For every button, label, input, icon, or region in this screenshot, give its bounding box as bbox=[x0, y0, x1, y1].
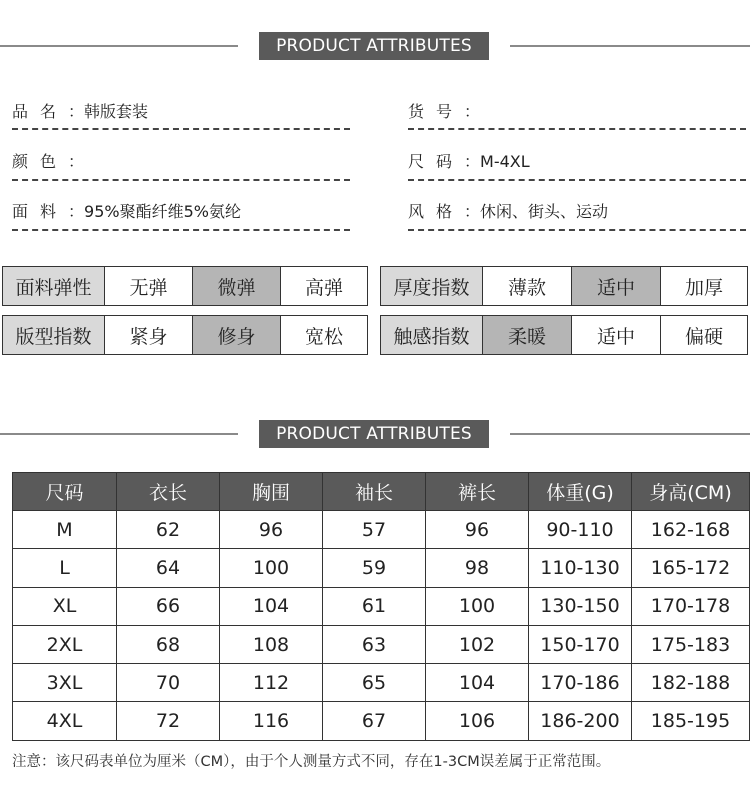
table-cell: 112 bbox=[220, 664, 323, 702]
dashed-divider bbox=[408, 179, 746, 181]
table-cell: 104 bbox=[426, 664, 529, 702]
table-cell: 62 bbox=[117, 511, 220, 549]
dashed-divider bbox=[12, 179, 350, 181]
table-cell: 110-130 bbox=[529, 549, 632, 587]
table-cell: 182-188 bbox=[632, 664, 750, 702]
table-cell: 165-172 bbox=[632, 549, 750, 587]
index-option: 加厚 bbox=[684, 276, 723, 299]
table-cell: 70 bbox=[117, 664, 220, 702]
attr-size bbox=[408, 149, 530, 172]
table-header-cell: 尺码 bbox=[13, 473, 117, 511]
attr-color bbox=[12, 149, 84, 172]
attr-value: ： bbox=[464, 102, 481, 121]
table-cell: 175-183 bbox=[632, 625, 750, 663]
table-cell: 106 bbox=[426, 702, 529, 740]
index-label: 厚度指数 bbox=[381, 267, 483, 305]
table-cell: 64 bbox=[117, 549, 220, 587]
table-row bbox=[13, 511, 750, 549]
table-header-cell: 袖长 bbox=[323, 473, 426, 511]
table-cell: 170-178 bbox=[632, 587, 750, 625]
size-note: 注意：该尺码表单位为厘米（CM），由于个人测量方式不同，存在1-3CM误差属于正常范围。 bbox=[12, 754, 611, 770]
divider-line bbox=[0, 45, 238, 47]
attr-value: ：休闲、街头、运动 bbox=[464, 202, 609, 221]
table-cell: 96 bbox=[426, 511, 529, 549]
table-cell: 185-195 bbox=[632, 702, 750, 740]
table-cell: XL bbox=[13, 587, 117, 625]
table-cell: 102 bbox=[426, 625, 529, 663]
table-cell: 186-200 bbox=[529, 702, 632, 740]
attr-value: ：韩版套装 bbox=[68, 102, 149, 121]
table-cell: 63 bbox=[323, 625, 426, 663]
section-title: PRODUCT ATTRIBUTES bbox=[259, 420, 489, 448]
table-cell: 116 bbox=[220, 702, 323, 740]
table-cell: 59 bbox=[323, 549, 426, 587]
section-header-size-chart bbox=[0, 420, 750, 448]
attr-value: ： bbox=[68, 152, 85, 171]
dashed-divider bbox=[12, 128, 350, 130]
attr-value: ：95%聚酯纤维5%氨纶 bbox=[68, 202, 241, 221]
table-cell: 2XL bbox=[13, 625, 117, 663]
table-header-cell: 体重(G) bbox=[529, 473, 632, 511]
index-option: 偏硬 bbox=[684, 325, 723, 348]
index-option: 适中 bbox=[572, 316, 661, 354]
dashed-divider bbox=[408, 128, 746, 130]
attr-key: 尺码 bbox=[408, 152, 465, 171]
index-fit bbox=[2, 315, 368, 355]
attr-key: 货号 bbox=[408, 102, 465, 121]
attr-fabric bbox=[12, 199, 241, 222]
index-option: 无弹 bbox=[105, 267, 193, 305]
index-option: 修身 bbox=[193, 316, 281, 354]
divider-line bbox=[0, 433, 238, 435]
table-cell: 72 bbox=[117, 702, 220, 740]
table-cell: 108 bbox=[220, 625, 323, 663]
table-cell: 100 bbox=[220, 549, 323, 587]
table-cell: 66 bbox=[117, 587, 220, 625]
index-elasticity bbox=[2, 266, 368, 306]
table-cell: 104 bbox=[220, 587, 323, 625]
table-cell: 67 bbox=[323, 702, 426, 740]
attr-product-name bbox=[12, 99, 148, 122]
table-cell: 130-150 bbox=[529, 587, 632, 625]
table-cell: 57 bbox=[323, 511, 426, 549]
index-label: 触感指数 bbox=[381, 316, 483, 354]
table-row bbox=[13, 625, 750, 663]
attr-key: 面料 bbox=[12, 202, 69, 221]
table-cell: 100 bbox=[426, 587, 529, 625]
table-cell: 170-186 bbox=[529, 664, 632, 702]
attr-key: 品名 bbox=[12, 102, 69, 121]
size-table bbox=[12, 472, 750, 741]
index-option: 微弹 bbox=[193, 267, 281, 305]
dashed-divider bbox=[408, 229, 746, 231]
section-header-attributes bbox=[0, 32, 750, 60]
section-title: PRODUCT ATTRIBUTES bbox=[259, 32, 489, 60]
table-header-cell: 衣长 bbox=[117, 473, 220, 511]
table-cell: M bbox=[13, 511, 117, 549]
index-thickness bbox=[380, 266, 748, 306]
table-cell: 4XL bbox=[13, 702, 117, 740]
index-option: 高弹 bbox=[304, 276, 343, 299]
attr-style bbox=[408, 199, 608, 222]
divider-line bbox=[510, 45, 750, 47]
attr-key: 风格 bbox=[408, 202, 465, 221]
index-option: 紧身 bbox=[105, 316, 193, 354]
table-cell: 98 bbox=[426, 549, 529, 587]
table-cell: L bbox=[13, 549, 117, 587]
table-cell: 162-168 bbox=[632, 511, 750, 549]
index-option: 薄款 bbox=[483, 267, 572, 305]
table-header-cell: 身高(CM) bbox=[632, 473, 750, 511]
index-option: 适中 bbox=[572, 267, 661, 305]
table-row bbox=[13, 664, 750, 702]
table-header-row bbox=[13, 473, 750, 511]
table-header-cell: 胸围 bbox=[220, 473, 323, 511]
table-header-cell: 裤长 bbox=[426, 473, 529, 511]
table-row bbox=[13, 702, 750, 740]
table-cell: 90-110 bbox=[529, 511, 632, 549]
index-option: 宽松 bbox=[304, 325, 343, 348]
index-touch bbox=[380, 315, 748, 355]
table-row bbox=[13, 587, 750, 625]
divider-line bbox=[510, 433, 750, 435]
table-cell: 65 bbox=[323, 664, 426, 702]
dashed-divider bbox=[12, 229, 350, 231]
attr-value: ：M-4XL bbox=[464, 152, 530, 171]
index-option: 柔暖 bbox=[483, 316, 572, 354]
table-cell: 150-170 bbox=[529, 625, 632, 663]
table-cell: 3XL bbox=[13, 664, 117, 702]
table-cell: 68 bbox=[117, 625, 220, 663]
table-cell: 61 bbox=[323, 587, 426, 625]
attr-key: 颜色 bbox=[12, 152, 69, 171]
index-label: 版型指数 bbox=[3, 316, 105, 354]
index-label: 面料弹性 bbox=[3, 267, 105, 305]
attr-item-number bbox=[408, 99, 480, 122]
table-row bbox=[13, 549, 750, 587]
table-cell: 96 bbox=[220, 511, 323, 549]
